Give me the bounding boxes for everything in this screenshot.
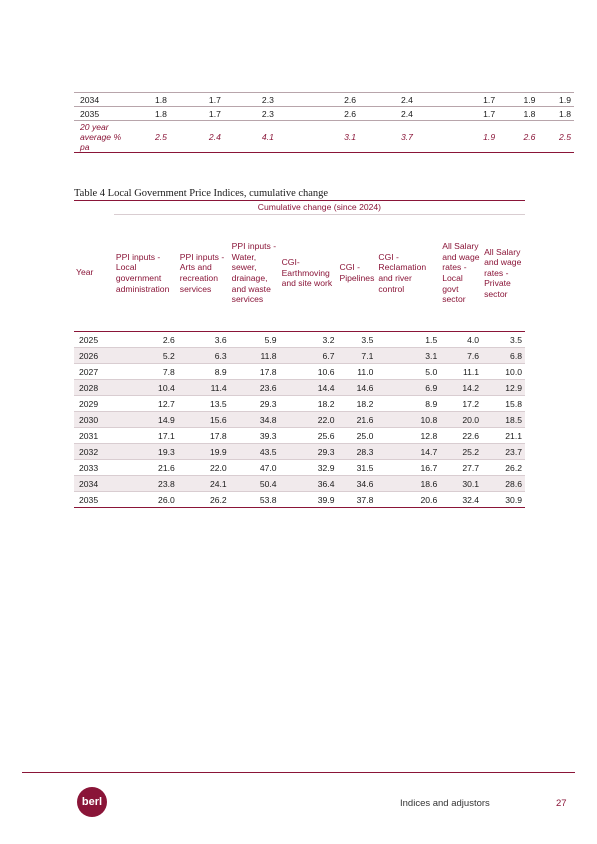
value-cell: 32.4 [440, 492, 482, 508]
page-number: 27 [556, 798, 567, 809]
value-cell: 29.3 [280, 444, 338, 460]
value-cell: 25.2 [440, 444, 482, 460]
table-row [74, 492, 525, 508]
value-cell: 22.6 [440, 428, 482, 444]
column-header: PPI inputs - Local government administration [114, 215, 178, 332]
value-cell: 14.7 [376, 444, 440, 460]
table-row [74, 364, 525, 380]
value-cell: 22.0 [178, 460, 230, 476]
value-cell: 26.2 [178, 492, 230, 508]
continuation-table [74, 92, 574, 153]
footer-section-title: Indices and adjustors [400, 798, 490, 809]
year-cell: 2025 [74, 332, 114, 348]
value-cell: 24.1 [178, 476, 230, 492]
value-cell: 53.8 [230, 492, 280, 508]
value-cell: 2.6 [277, 107, 359, 121]
average-value: 2.5 [538, 121, 574, 153]
value-cell: 15.6 [178, 412, 230, 428]
value-cell: 18.5 [482, 412, 525, 428]
year-cell: 2035 [74, 107, 129, 121]
value-cell: 12.9 [482, 380, 525, 396]
value-cell: 14.6 [338, 380, 377, 396]
table-row [74, 476, 525, 492]
value-cell: 12.7 [114, 396, 178, 412]
value-cell: 6.7 [280, 348, 338, 364]
value-cell: 3.2 [280, 332, 338, 348]
column-header-row [74, 215, 525, 332]
value-cell: 23.7 [482, 444, 525, 460]
value-cell: 6.8 [482, 348, 525, 364]
value-cell: 1.5 [376, 332, 440, 348]
value-cell: 8.9 [178, 364, 230, 380]
year-cell: 2034 [74, 93, 129, 107]
value-cell: 2.4 [359, 107, 416, 121]
value-cell: 11.4 [178, 380, 230, 396]
value-cell: 21.1 [482, 428, 525, 444]
value-cell: 5.9 [230, 332, 280, 348]
value-cell: 12.8 [376, 428, 440, 444]
value-cell: 30.9 [482, 492, 525, 508]
value-cell: 11.8 [230, 348, 280, 364]
table-row [74, 380, 525, 396]
value-cell: 10.4 [114, 380, 178, 396]
value-cell: 27.7 [440, 460, 482, 476]
table-row [74, 428, 525, 444]
value-cell: 3.1 [376, 348, 440, 364]
value-cell: 14.2 [440, 380, 482, 396]
value-cell: 28.3 [338, 444, 377, 460]
value-cell: 2.3 [224, 107, 277, 121]
value-cell: 18.6 [376, 476, 440, 492]
average-label: 20 year average % pa [74, 121, 129, 153]
average-value: 2.6 [498, 121, 538, 153]
value-cell: 1.9 [538, 93, 574, 107]
year-cell: 2026 [74, 348, 114, 364]
value-cell: 2.4 [359, 93, 416, 107]
value-cell: 17.2 [440, 396, 482, 412]
value-cell: 6.9 [376, 380, 440, 396]
value-cell: 16.7 [376, 460, 440, 476]
footer-rule [22, 772, 575, 773]
table-row [74, 396, 525, 412]
table-row [74, 460, 525, 476]
value-cell: 14.9 [114, 412, 178, 428]
value-cell: 23.6 [230, 380, 280, 396]
column-header: CGI - Pipelines [338, 215, 377, 332]
value-cell: 10.0 [482, 364, 525, 380]
value-cell: 2.3 [224, 93, 277, 107]
table-body [74, 332, 525, 508]
value-cell: 2.6 [277, 93, 359, 107]
value-cell: 1.7 [416, 93, 498, 107]
continuation-table-body [74, 93, 574, 153]
value-cell: 50.4 [230, 476, 280, 492]
value-cell: 1.7 [416, 107, 498, 121]
year-cell: 2029 [74, 396, 114, 412]
value-cell: 18.2 [280, 396, 338, 412]
value-cell: 22.0 [280, 412, 338, 428]
column-header: All Salary and wage rates - Private sector [482, 215, 525, 332]
value-cell: 7.6 [440, 348, 482, 364]
year-cell: 2032 [74, 444, 114, 460]
value-cell: 17.8 [230, 364, 280, 380]
value-cell: 19.3 [114, 444, 178, 460]
value-cell: 29.3 [230, 396, 280, 412]
year-cell: 2027 [74, 364, 114, 380]
table-row [74, 107, 574, 121]
average-value: 3.1 [277, 121, 359, 153]
value-cell: 5.0 [376, 364, 440, 380]
value-cell: 47.0 [230, 460, 280, 476]
value-cell: 26.0 [114, 492, 178, 508]
column-header: All Salary and wage rates - Local govt sector [440, 215, 482, 332]
value-cell: 31.5 [338, 460, 377, 476]
value-cell: 21.6 [114, 460, 178, 476]
value-cell: 4.0 [440, 332, 482, 348]
table-caption: Table 4 Local Government Price Indices, cumulative change [74, 188, 525, 201]
value-cell: 1.9 [498, 93, 538, 107]
value-cell: 10.8 [376, 412, 440, 428]
cumulative-change-table [74, 201, 525, 508]
value-cell: 1.8 [498, 107, 538, 121]
value-cell: 13.5 [178, 396, 230, 412]
table-row [74, 93, 574, 107]
value-cell: 1.8 [129, 107, 170, 121]
year-cell: 2035 [74, 492, 114, 508]
year-cell: 2033 [74, 460, 114, 476]
value-cell: 8.9 [376, 396, 440, 412]
group-header: Cumulative change (since 2024) [114, 201, 525, 215]
table-row [74, 348, 525, 364]
table-row [74, 444, 525, 460]
value-cell: 17.8 [178, 428, 230, 444]
column-header: PPI inputs - Water, sewer, drainage, and waste services [230, 215, 280, 332]
column-header: Year [74, 215, 114, 332]
year-cell: 2028 [74, 380, 114, 396]
value-cell: 3.5 [338, 332, 377, 348]
value-cell: 3.6 [178, 332, 230, 348]
year-cell: 2030 [74, 412, 114, 428]
value-cell: 32.9 [280, 460, 338, 476]
average-value: 4.1 [224, 121, 277, 153]
value-cell: 7.1 [338, 348, 377, 364]
value-cell: 26.2 [482, 460, 525, 476]
average-value: 2.5 [129, 121, 170, 153]
value-cell: 34.6 [338, 476, 377, 492]
value-cell: 21.6 [338, 412, 377, 428]
table-row [74, 412, 525, 428]
value-cell: 11.1 [440, 364, 482, 380]
year-cell: 2034 [74, 476, 114, 492]
average-value: 1.9 [416, 121, 498, 153]
value-cell: 14.4 [280, 380, 338, 396]
value-cell: 5.2 [114, 348, 178, 364]
value-cell: 17.1 [114, 428, 178, 444]
value-cell: 1.8 [129, 93, 170, 107]
column-header: CGI - Reclamation and river control [376, 215, 440, 332]
value-cell: 25.0 [338, 428, 377, 444]
group-header-row [74, 201, 525, 215]
value-cell: 1.7 [170, 107, 224, 121]
average-value: 3.7 [359, 121, 416, 153]
value-cell: 37.8 [338, 492, 377, 508]
group-header-spacer [74, 201, 114, 215]
value-cell: 30.1 [440, 476, 482, 492]
value-cell: 11.0 [338, 364, 377, 380]
value-cell: 15.8 [482, 396, 525, 412]
value-cell: 19.9 [178, 444, 230, 460]
table-row [74, 332, 525, 348]
value-cell: 25.6 [280, 428, 338, 444]
value-cell: 10.6 [280, 364, 338, 380]
value-cell: 36.4 [280, 476, 338, 492]
table-header [74, 201, 525, 332]
value-cell: 28.6 [482, 476, 525, 492]
value-cell: 43.5 [230, 444, 280, 460]
berl-logo: berl [77, 787, 107, 817]
value-cell: 18.2 [338, 396, 377, 412]
value-cell: 39.3 [230, 428, 280, 444]
value-cell: 39.9 [280, 492, 338, 508]
average-value: 2.4 [170, 121, 224, 153]
value-cell: 1.7 [170, 93, 224, 107]
value-cell: 6.3 [178, 348, 230, 364]
column-header: CGI- Earthmoving and site work [280, 215, 338, 332]
value-cell: 3.5 [482, 332, 525, 348]
value-cell: 1.8 [538, 107, 574, 121]
value-cell: 20.0 [440, 412, 482, 428]
average-row [74, 121, 574, 153]
value-cell: 34.8 [230, 412, 280, 428]
year-cell: 2031 [74, 428, 114, 444]
value-cell: 2.6 [114, 332, 178, 348]
column-header: PPI inputs - Arts and recreation services [178, 215, 230, 332]
value-cell: 7.8 [114, 364, 178, 380]
value-cell: 20.6 [376, 492, 440, 508]
value-cell: 23.8 [114, 476, 178, 492]
